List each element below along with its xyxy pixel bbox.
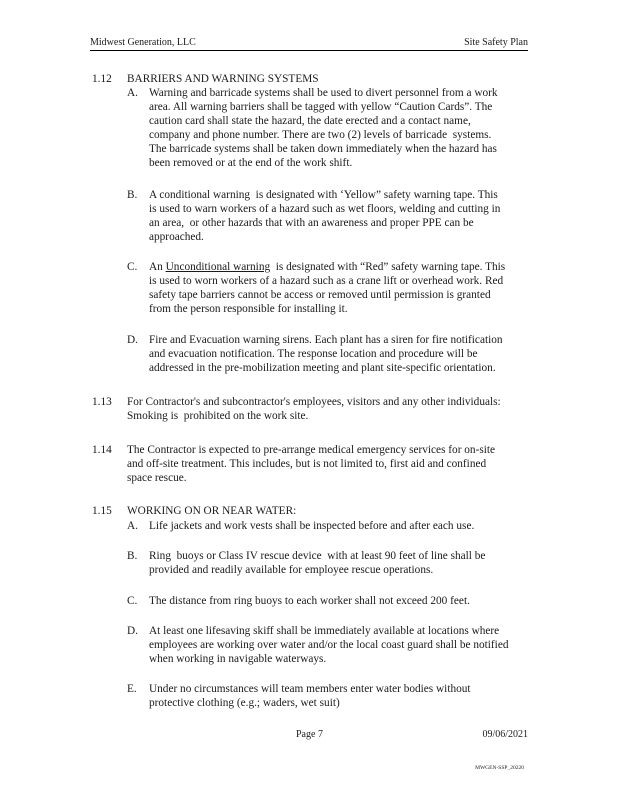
- header-rule: [90, 50, 528, 51]
- text-line: [149, 260, 524, 274]
- section-title-1-12: BARRIERS AND WARNING SYSTEMS: [127, 73, 319, 85]
- text-line: addressed in the pre-mobilization meeting and plant site-specific orientation.: [149, 362, 496, 374]
- text-line: The distance from ring buoys to each worker shall not exceed 200 feet.: [149, 595, 470, 607]
- item-text-1-15-b: [149, 549, 524, 577]
- text-line: Fire and Evacuation warning sirens. Each plant has a siren for fire notification: [149, 334, 503, 346]
- section-text-1-13: [127, 395, 525, 423]
- footer-date: 09/06/2021: [482, 729, 528, 740]
- text-line: when working in navigable waterways.: [149, 653, 327, 665]
- text-line: space rescue.: [127, 472, 187, 484]
- item-text-1-12-b: [149, 188, 524, 244]
- text-line: is used to worn workers of a hazard such as a crane lift or overhead work. Red: [149, 275, 504, 287]
- item-text-1-12-c: [149, 260, 524, 316]
- item-text-1-15-c: [149, 594, 524, 608]
- text-line: Life jackets and work vests shall be inspected before and after each use.: [149, 520, 475, 532]
- text-line: caution card shall state the hazard, the date erected and a contact name,: [149, 115, 471, 127]
- text-line: from the person responsible for installing it.: [149, 303, 348, 315]
- item-letter-1-15-c: C.: [127, 595, 138, 607]
- text-line: approached.: [149, 231, 204, 243]
- item-letter-1-15-d: D.: [127, 625, 138, 637]
- text-line: and off-site treatment. This includes, but is not limited to, first aid and confined: [127, 458, 487, 470]
- text-line: safety tape barriers cannot be access or removed until permission is granted: [149, 289, 491, 301]
- section-text-1-14: [127, 443, 525, 485]
- text-line: employees are working over water and/or the local coast guard shall be notified: [149, 639, 509, 651]
- text-run: is designated with “Red” safety warning tape. This: [270, 261, 506, 273]
- item-text-1-15-e: [149, 682, 524, 710]
- text-run: An: [149, 261, 166, 273]
- text-line: At least one lifesaving skiff shall be immediately available at locations where: [149, 625, 500, 637]
- text-line: and evacuation notification. The response location and procedure will be: [149, 348, 478, 360]
- text-line: For Contractor's and subcontractor's employees, visitors and any other individuals:: [127, 396, 501, 408]
- text-line: The Contractor is expected to pre-arrange medical emergency services for on-site: [127, 444, 496, 456]
- item-letter-1-12-a: A.: [127, 87, 138, 99]
- section-number-1-15: 1.15: [92, 505, 112, 517]
- text-line: is used to warn workers of a hazard such as wet floors, welding and cutting in: [149, 203, 501, 215]
- text-line: protective clothing (e.g.; waders, wet suit): [149, 697, 340, 709]
- underlined-term: Unconditional warning: [165, 261, 271, 273]
- item-letter-1-15-a: A.: [127, 520, 138, 532]
- item-text-1-15-d: [149, 624, 524, 666]
- header-company: Midwest Generation, LLC: [90, 37, 196, 48]
- text-line: Smoking is prohibited on the work site.: [127, 410, 309, 422]
- header-doc-title: Site Safety Plan: [464, 37, 528, 48]
- item-letter-1-15-b: B.: [127, 550, 138, 562]
- item-text-1-12-d: [149, 333, 524, 375]
- item-letter-1-12-b: B.: [127, 189, 138, 201]
- item-letter-1-12-c: C.: [127, 261, 138, 273]
- text-line: area. All warning barriers shall be tagged with yellow “Caution Cards”. The: [149, 101, 493, 113]
- item-letter-1-12-d: D.: [127, 334, 138, 346]
- document-code: MWGEN-SSP_20220: [475, 765, 524, 771]
- section-number-1-12: 1.12: [92, 73, 112, 85]
- page-number: Page 7: [296, 729, 323, 740]
- text-line: an area, or other hazards that with an awareness and proper PPE can be: [149, 217, 474, 229]
- section-number-1-13: 1.13: [92, 396, 112, 408]
- text-line: Under no circumstances will team members enter water bodies without: [149, 683, 471, 695]
- text-line: company and phone number. There are two (2) levels of barricade systems.: [149, 129, 492, 141]
- text-line: been removed or at the end of the work shift.: [149, 157, 353, 169]
- text-line: Ring buoys or Class IV rescue device with at least 90 feet of line shall be: [149, 550, 486, 562]
- text-line: Warning and barricade systems shall be used to divert personnel from a work: [149, 87, 498, 99]
- section-title-1-15: WORKING ON OR NEAR WATER:: [127, 505, 297, 517]
- section-number-1-14: 1.14: [92, 444, 112, 456]
- text-line: A conditional warning is designated with ‘Yellow” safety warning tape. This: [149, 189, 498, 201]
- item-letter-1-15-e: E.: [127, 683, 137, 695]
- text-line: provided and readily available for employee rescue operations.: [149, 564, 434, 576]
- item-text-1-15-a: [149, 519, 524, 533]
- item-text-1-12-a: [149, 86, 524, 170]
- text-line: The barricade systems shall be taken down immediately when the hazard has: [149, 143, 497, 155]
